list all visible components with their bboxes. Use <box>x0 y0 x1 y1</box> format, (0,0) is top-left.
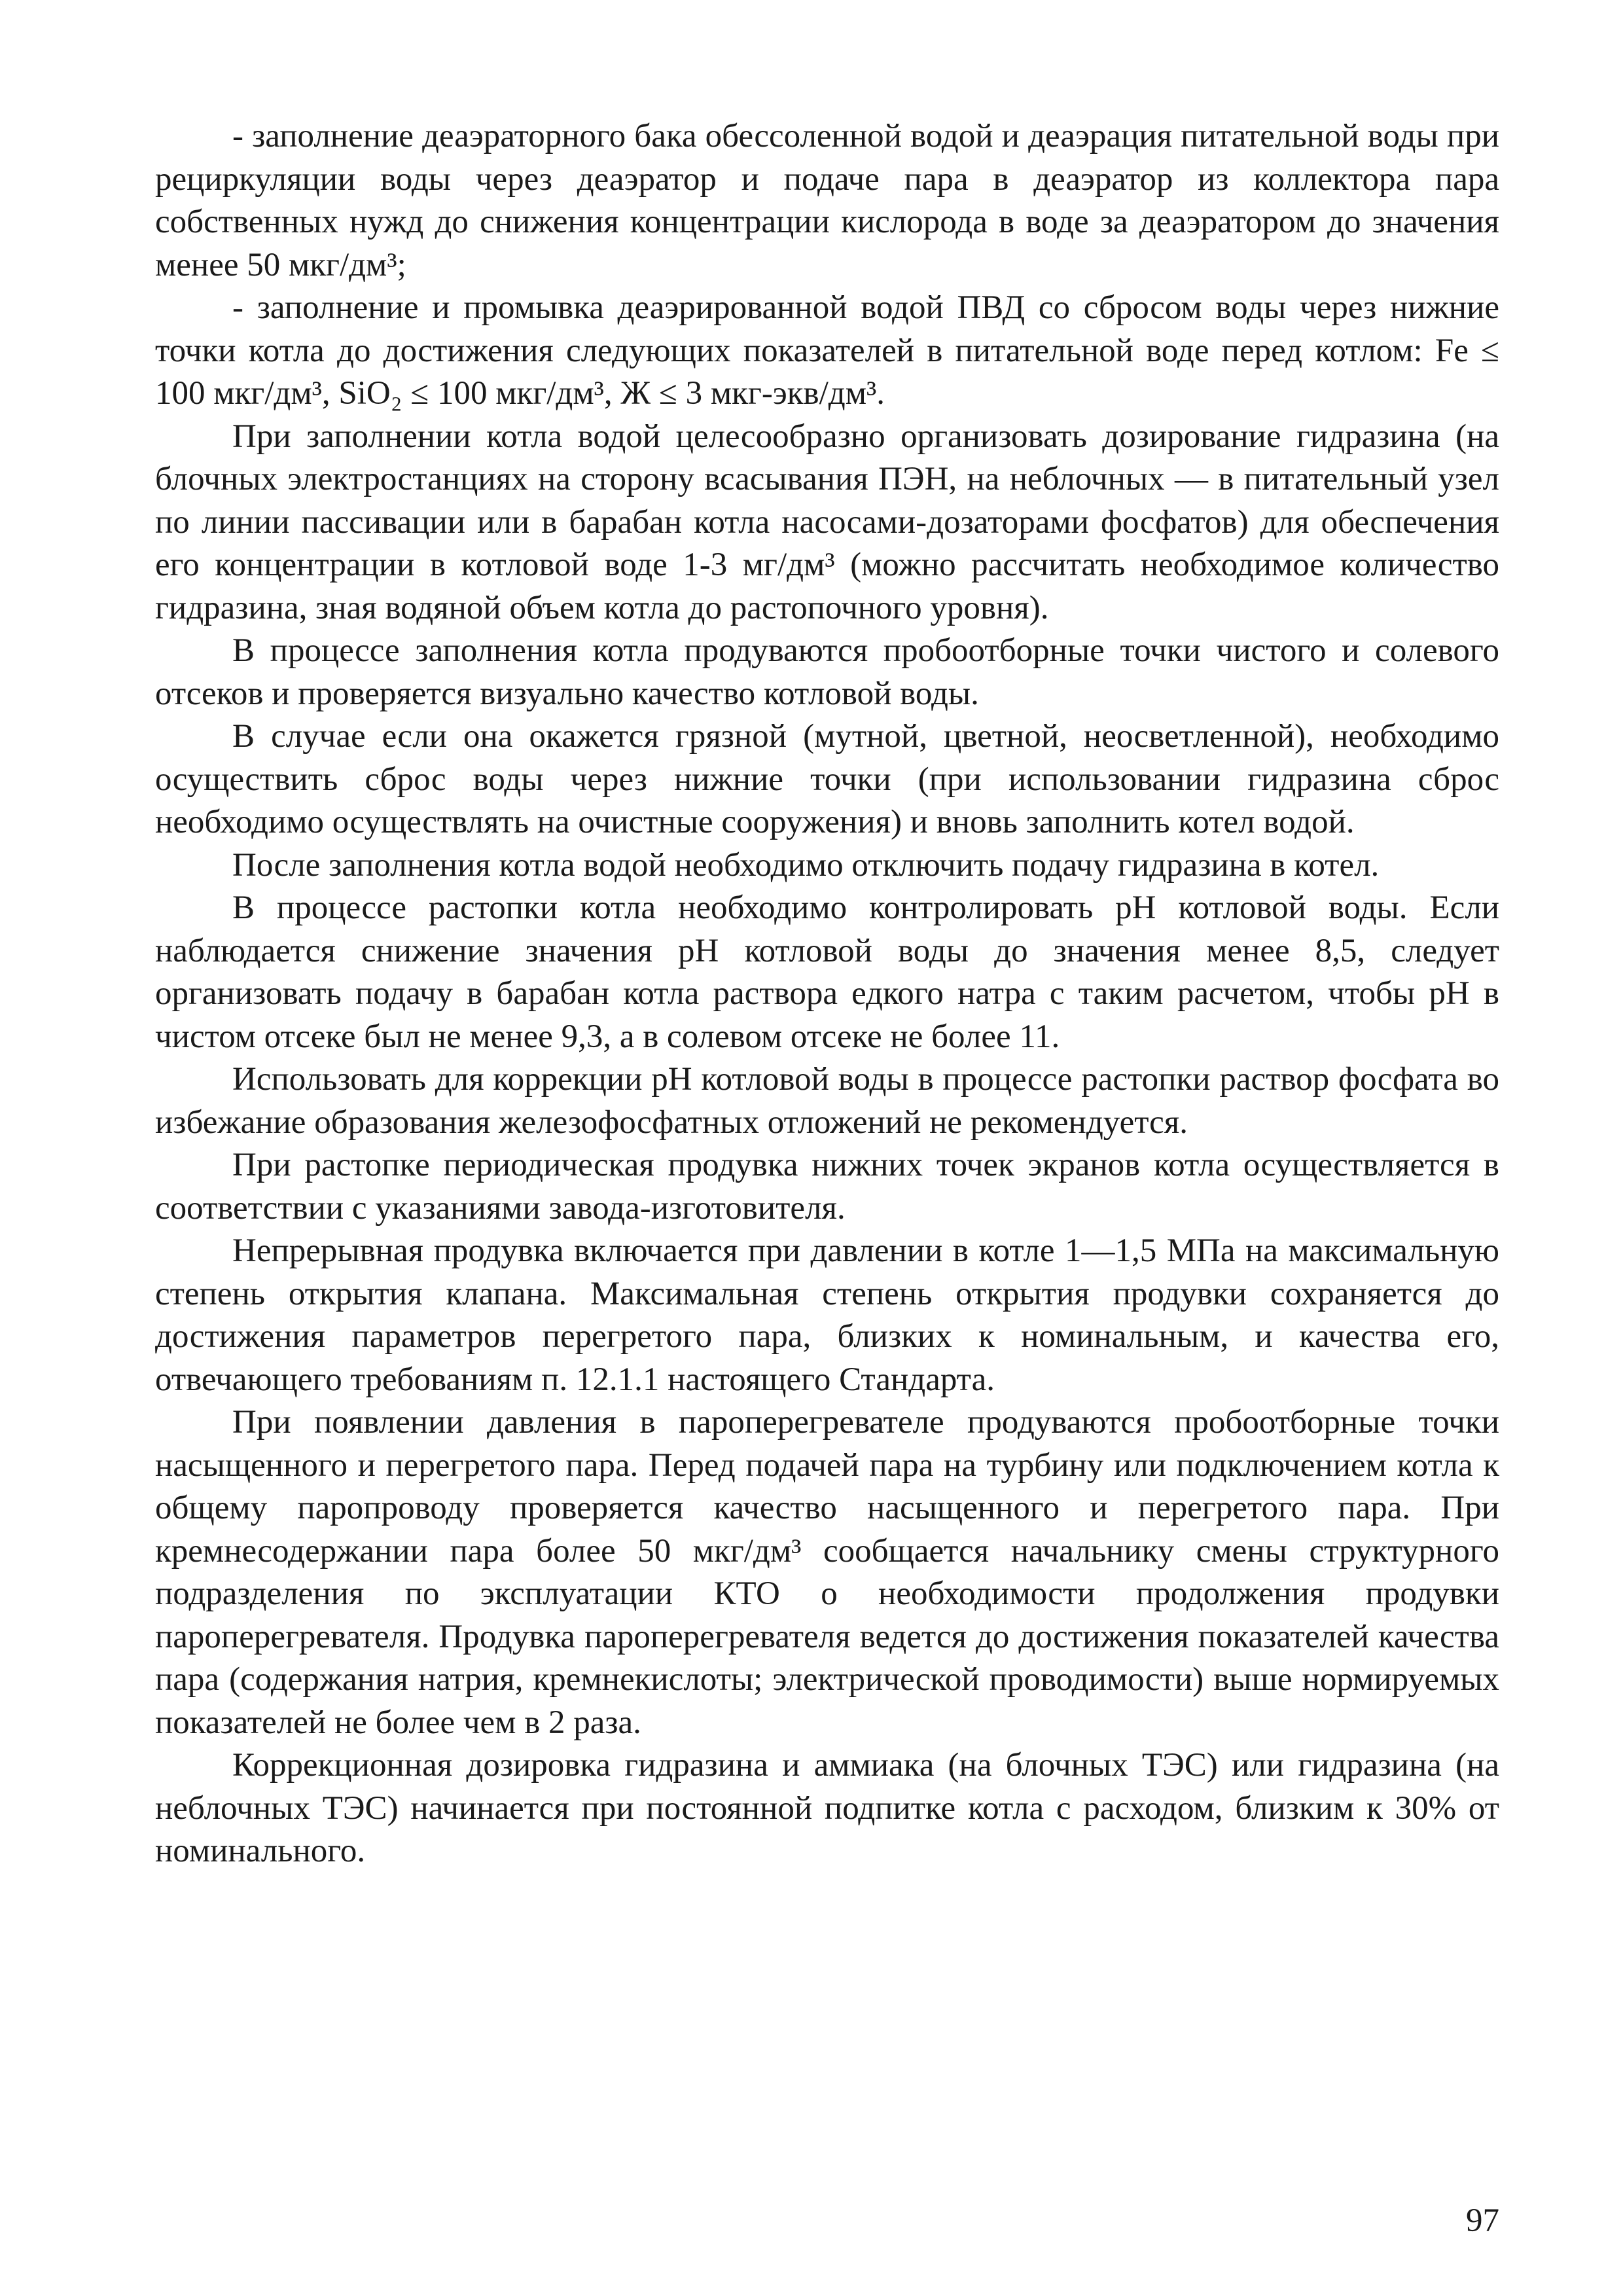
paragraph-dirty-water-discharge: В случае если она окажется грязной (мутной, цветной, неосветленной), необходимо осуществить сброс воды через нижние точки (при использовании гидразина сброс необходимо осуществлять на очистные сооружения) и вновь заполнить котел водой. <box>155 718 1499 840</box>
paragraph-superheater-purge: При появлении давления в пароперегревателе продуваются пробоотборные точки насыщенного и перегретого пара. Перед подачей пара на турбину или подключением котла к общему паропроводу проверяется качество насыщенного и перегретого пара. При кремнесодержании пара более 50 мкг/дм³ сообщается начальнику смены структурного подразделения по эксплуатации КТО о необходимости продолжения продувки пароперегревателя. Продувка пароперегревателя ведется до достижения показателей качества пара (содержания натрия, кремнекислоты; электрической проводимости) выше нормируемых показателей не более чем в 2 раза. <box>155 1404 1499 1741</box>
paragraph-correction-dosing: Коррекционная дозировка гидразина и аммиака (на блочных ТЭС) или гидразина (на неблочных ТЭС) начинается при постоянной подпитке котла с расходом, близким к 30% от номинального. <box>155 1747 1499 1869</box>
paragraph-periodic-blowdown: При растопке периодическая продувка нижних точек экранов котла осуществляется в соответствии с указаниями завода-изготовителя. <box>155 1147 1499 1227</box>
paragraph-sampling-points: В процессе заполнения котла продуваются пробоотборные точки чистого и солевого отсеков и проверяется визуально качество котловой воды. <box>155 632 1499 712</box>
paragraph-deaerator-filling: - заполнение деаэраторного бака обессоленной водой и деаэрация питательной воды при рециркуляции воды через деаэратор и подаче пара в деаэратор из коллектора пара собственных нужд до снижения концентрации кислорода в воде за деаэратором до значения менее 50 мкг/дм³; <box>155 118 1499 283</box>
page-number: 97 <box>1466 2202 1499 2239</box>
paragraph-phosphate-warning: Использовать для коррекции pH котловой воды в процессе растопки раствор фосфата во избежание образования железофосфатных отложений не рекомендуется. <box>155 1061 1499 1141</box>
paragraph-hydrazine-stop: После заполнения котла водой необходимо отключить подачу гидразина в котел. <box>232 846 1380 884</box>
paragraph-ph-control: В процессе растопки котла необходимо контролировать pH котловой воды. Если наблюдается снижение значения pH котловой воды до значения менее 8,5, следует организовать подачу в барабан котла раствора едкого натра с таким расчетом, чтобы pH в чистом отсеке был не менее 9,3, а в солевом отсеке не более 11. <box>155 889 1499 1055</box>
paragraph-hpp-flushing: - заполнение и промывка деаэрированной водой ПВД со сбросом воды через нижние точки котла до достижения следующих показателей в питательной воде перед котлом: Fe ≤ 100 мкг/дм³, SiO₂ ≤ 100 мкг/дм³, Ж ≤ 3 мкг-экв/дм³. <box>155 289 1499 412</box>
page-body <box>155 115 1499 1873</box>
paragraph-continuous-blowdown: Непрерывная продувка включается при давлении в котле 1—1,5 МПа на максимальную степень открытия клапана. Максимальная степень открытия продувки сохраняется до достижения параметров перегретого пара, близких к номинальным, и качества его, отвечающего требованиям п. 12.1.1 настоящего Стандарта. <box>155 1232 1499 1398</box>
paragraph-hydrazine-dosing: При заполнении котла водой целесообразно организовать дозирование гидразина (на блочных электростанциях на сторону всасывания ПЭН, на неблочных — в питательный узел по линии пассивации или в барабан котла насосами-дозаторами фосфатов) для обеспечения его концентрации в котловой воде 1-3 мг/дм³ (можно рассчитать необходимое количество гидразина, зная водяной объем котла до растопочного уровня). <box>155 418 1499 626</box>
